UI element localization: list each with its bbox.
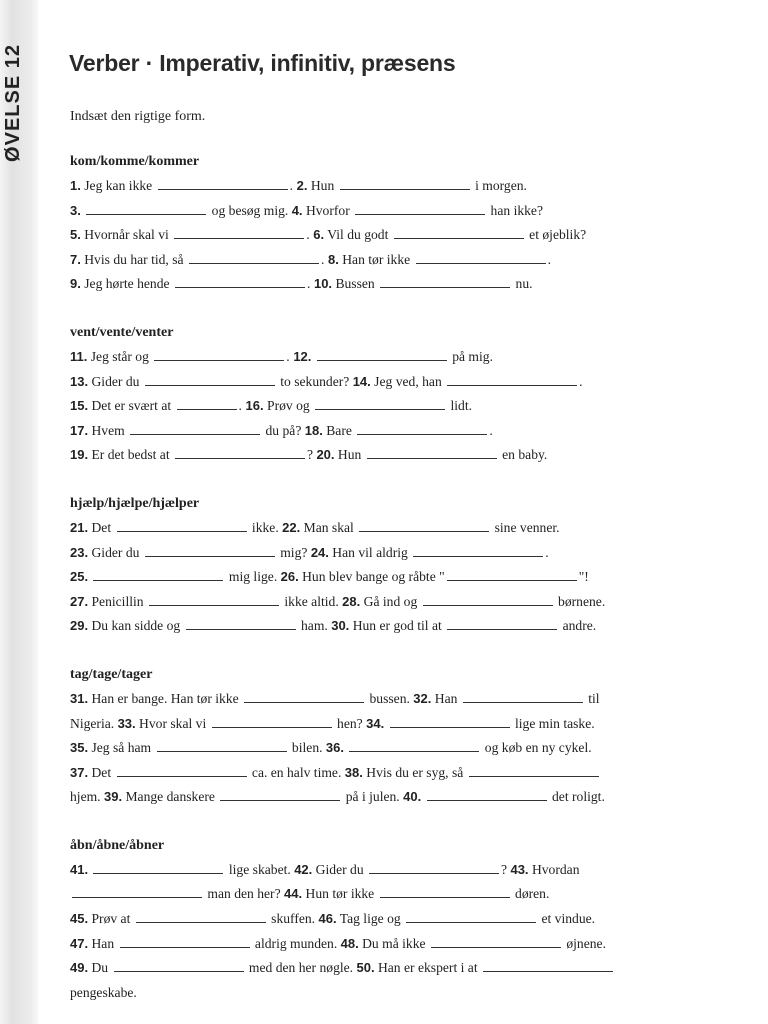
exercise-text: Jeg så ham <box>88 740 155 756</box>
exercise-text: "! <box>578 569 589 585</box>
exercise-text: Prøv og <box>263 398 314 414</box>
exercise-text: døren. <box>511 886 550 902</box>
exercise-text: et vindue. <box>538 911 596 927</box>
section-heading: tag/tage/tager <box>70 666 153 682</box>
exercise-text: Penicillin <box>88 593 147 609</box>
exercise-text: Jeg ved, han <box>370 373 446 389</box>
answer-blank[interactable] <box>469 775 599 777</box>
exercise-section <box>70 150 710 297</box>
exercise-text: . <box>238 398 242 414</box>
exercise-text <box>311 349 314 364</box>
exercise-number: 27. <box>70 593 89 609</box>
exercise-text: Bussen <box>332 276 379 292</box>
exercise-text <box>384 716 387 731</box>
exercise-text: Gider du <box>88 373 143 389</box>
exercise-line <box>70 590 710 615</box>
exercise-text: han ikke? <box>487 202 544 218</box>
exercise-number: 13. <box>70 373 89 389</box>
exercise-text: Det <box>88 519 115 535</box>
exercise-number: 28. <box>342 593 361 609</box>
exercise-text <box>344 740 347 755</box>
exercise-content <box>70 150 710 1005</box>
answer-blank[interactable] <box>145 555 275 557</box>
exercise-text: ca. en halv time. <box>248 764 345 780</box>
page-title: Verber · Imperativ, infinitiv, præsens <box>69 50 456 76</box>
exercise-number: 36. <box>325 740 344 756</box>
exercise-number: 17. <box>70 422 89 438</box>
section-heading: kom/komme/kommer <box>70 154 200 169</box>
exercise-text: Han <box>431 690 461 706</box>
exercise-number: 35. <box>70 740 89 756</box>
exercise-text: Hun er god til at <box>349 618 446 634</box>
exercise-text: lige min taske. <box>511 715 595 731</box>
exercise-text: til <box>584 690 600 706</box>
exercise-line <box>70 565 710 590</box>
exercise-text: Bare <box>322 422 356 438</box>
exercise-text: Man skal <box>300 519 358 535</box>
exercise-number: 25. <box>70 569 89 585</box>
exercise-text: det roligt. <box>548 789 605 805</box>
section-heading: vent/vente/venter <box>70 324 174 340</box>
exercise-number: 16. <box>241 398 264 414</box>
exercise-text: øjnene. <box>562 935 606 951</box>
exercise-number: 26. <box>280 569 299 585</box>
exercise-text: ? <box>501 861 511 877</box>
exercise-number: 44. <box>284 886 303 902</box>
exercise-text: Gider du <box>88 544 143 560</box>
exercise-number: 4. <box>291 202 303 218</box>
exercise-text: lige skabet. <box>225 861 295 877</box>
exercise-text: et øjeblik? <box>525 227 587 243</box>
exercise-text: i morgen. <box>471 178 527 193</box>
answer-blank[interactable] <box>483 970 613 972</box>
answer-blank[interactable] <box>315 408 445 410</box>
exercise-text: Hun <box>307 178 338 193</box>
exercise-number: 19. <box>70 447 89 463</box>
exercise-text: pengeskabe. <box>70 984 137 1000</box>
exercise-text: . <box>306 227 310 243</box>
answer-blank[interactable] <box>369 872 499 874</box>
exercise-text: Han <box>88 935 118 951</box>
answer-blank[interactable] <box>357 433 487 435</box>
exercise-text: Hun tør ikke <box>302 886 378 902</box>
exercise-number: 11. <box>70 348 88 364</box>
exercise-number: 29. <box>70 618 89 634</box>
exercise-line <box>70 199 710 224</box>
exercise-text: . <box>545 544 549 560</box>
exercise-text: ikke. <box>248 519 283 535</box>
exercise-line <box>70 614 710 639</box>
exercise-line <box>70 907 710 932</box>
exercise-number: 31. <box>70 690 89 706</box>
exercise-text: . <box>306 276 311 292</box>
exercise-line <box>70 370 710 395</box>
exercise-line <box>70 272 710 297</box>
exercise-text: man den her? <box>204 886 285 902</box>
answer-blank[interactable] <box>394 237 524 239</box>
exercise-text: ham. <box>297 618 332 634</box>
exercise-number: 40. <box>403 789 422 805</box>
exercise-line <box>70 981 710 1006</box>
exercise-number: 22. <box>282 519 301 535</box>
answer-blank[interactable] <box>380 896 510 898</box>
answer-blank[interactable] <box>93 579 223 581</box>
section-gap <box>70 810 710 834</box>
exercise-number: 34. <box>366 715 385 731</box>
exercise-text: Hvis du er syg, så <box>362 764 467 780</box>
exercise-text: Hun <box>334 447 365 463</box>
exercise-line <box>70 712 710 737</box>
exercise-text: Nigeria. <box>70 715 118 731</box>
section-gap <box>70 639 710 663</box>
exercise-text: Prøv at <box>88 911 134 927</box>
exercise-text: Hun blev bange og råbte " <box>298 569 445 585</box>
exercise-number: 18. <box>304 422 323 438</box>
exercise-line <box>70 687 710 712</box>
answer-blank[interactable] <box>175 457 305 459</box>
exercise-line <box>70 882 710 907</box>
exercise-line <box>70 345 710 370</box>
exercise-number: 32. <box>413 690 432 706</box>
answer-blank[interactable] <box>367 457 497 459</box>
exercise-text: Mange danskere <box>122 789 219 805</box>
section-heading: åbn/åbne/åbner <box>70 837 165 853</box>
answer-blank[interactable] <box>423 604 553 606</box>
answer-blank[interactable] <box>220 799 340 801</box>
exercise-number: 46. <box>318 911 337 927</box>
exercise-number: 45. <box>70 911 89 927</box>
answer-blank[interactable] <box>189 262 319 264</box>
section-gap <box>70 297 710 321</box>
exercise-text: mig lige. <box>225 569 281 585</box>
exercise-number: 30. <box>331 618 350 634</box>
exercise-text: du på? <box>262 422 305 438</box>
exercise-text: Han tør ikke <box>338 251 414 267</box>
exercise-text: aldrig munden. <box>251 935 341 951</box>
answer-blank[interactable] <box>86 213 206 215</box>
exercise-text: Tag lige og <box>336 911 405 927</box>
answer-blank[interactable] <box>117 530 247 532</box>
exercise-line <box>70 419 710 444</box>
exercise-section <box>70 492 710 639</box>
section-heading: hjælp/hjælpe/hjælper <box>70 495 200 511</box>
answer-blank[interactable] <box>212 726 332 728</box>
exercise-text: Hvem <box>88 422 129 438</box>
answer-blank[interactable] <box>93 872 223 874</box>
exercise-text: på mig. <box>448 348 493 364</box>
answer-blank[interactable] <box>380 286 510 288</box>
exercise-text: og køb en ny cykel. <box>481 740 592 756</box>
exercise-number: 8. <box>324 251 339 267</box>
exercise-number: 49. <box>70 960 89 976</box>
exercise-text <box>421 789 424 804</box>
exercise-text: mig? <box>276 544 311 560</box>
exercise-line <box>70 858 710 883</box>
exercise-number: 37. <box>70 764 89 780</box>
exercise-section <box>70 834 710 1006</box>
exercise-text: ikke altid. <box>280 593 343 609</box>
exercise-number: 23. <box>70 544 89 560</box>
exercise-text: en baby. <box>498 447 548 463</box>
exercise-text: skuffen. <box>267 911 319 927</box>
exercise-number: 39. <box>103 789 123 805</box>
exercise-text: . <box>489 422 493 438</box>
exercise-text: med den her nøgle. <box>245 960 357 976</box>
exercise-section <box>70 321 710 468</box>
exercise-number: 42. <box>294 861 313 877</box>
answer-blank[interactable] <box>406 921 536 923</box>
exercise-text: to sekunder? <box>276 373 353 389</box>
exercise-line <box>70 736 710 761</box>
exercise-text: hjem. <box>70 789 104 805</box>
exercise-text: Du må ikke <box>358 935 429 951</box>
answer-blank[interactable] <box>114 970 244 972</box>
exercise-number: 1. <box>70 178 81 193</box>
answer-blank[interactable] <box>244 701 364 703</box>
exercise-text: Han er ekspert i at <box>374 960 482 976</box>
answer-blank[interactable] <box>186 628 296 630</box>
exercise-line <box>70 932 710 957</box>
exercise-number-label: ØVELSE 12 <box>2 44 24 162</box>
exercise-number: 43. <box>510 861 529 877</box>
exercise-line <box>70 541 710 566</box>
exercise-text: Er det bedst at <box>88 447 174 463</box>
exercise-text: ? <box>307 447 317 463</box>
exercise-number: 20. <box>316 447 335 463</box>
exercise-number: 48. <box>340 935 359 951</box>
exercise-number: 21. <box>70 519 89 535</box>
exercise-text: bussen. <box>366 690 414 706</box>
exercise-number: 38. <box>344 764 363 780</box>
exercise-line <box>70 248 710 273</box>
exercise-text: hen? <box>333 715 367 731</box>
answer-blank[interactable] <box>72 896 202 898</box>
exercise-text: Han er bange. Han tør ikke <box>88 690 243 706</box>
exercise-number: 47. <box>70 935 89 951</box>
exercise-number: 50. <box>356 960 375 976</box>
exercise-line <box>70 761 710 786</box>
exercise-number: 33. <box>117 715 136 731</box>
exercise-text: og besøg mig. <box>208 202 292 218</box>
exercise-line <box>70 223 710 248</box>
answer-blank[interactable] <box>120 946 250 948</box>
exercise-text: Jeg hørte hende <box>80 276 173 292</box>
exercise-text: Hvordan <box>528 861 580 877</box>
exercise-line <box>70 394 710 419</box>
answer-blank[interactable] <box>390 726 510 728</box>
exercise-text: . <box>320 251 325 267</box>
exercise-text: sine venner. <box>491 519 560 535</box>
exercise-text: . <box>286 348 290 364</box>
answer-blank[interactable] <box>427 799 547 801</box>
answer-blank[interactable] <box>157 750 287 752</box>
exercise-number: 14. <box>352 373 371 389</box>
exercise-text <box>88 862 91 877</box>
exercise-text: Hvis du har tid, så <box>80 251 187 267</box>
answer-blank[interactable] <box>340 188 470 190</box>
exercise-text: lidt. <box>447 398 473 414</box>
exercise-line <box>70 516 710 541</box>
exercise-text: bilen. <box>288 740 326 756</box>
section-gap <box>70 468 710 492</box>
exercise-line <box>70 174 710 199</box>
exercise-text: Hvornår skal vi <box>80 227 173 243</box>
exercise-text: . <box>579 373 583 389</box>
exercise-line <box>70 785 710 810</box>
answer-blank[interactable] <box>174 237 304 239</box>
exercise-text: . <box>547 251 551 267</box>
answer-blank[interactable] <box>359 530 489 532</box>
exercise-line <box>70 956 710 981</box>
exercise-text: andre. <box>559 618 597 634</box>
answer-blank[interactable] <box>349 750 479 752</box>
exercise-text: Det er svært at <box>88 398 175 414</box>
exercise-text: Hvorfor <box>302 202 354 218</box>
answer-blank[interactable] <box>145 384 275 386</box>
exercise-text: Vil du godt <box>324 227 392 243</box>
exercise-number: 24. <box>310 544 329 560</box>
answer-blank[interactable] <box>447 579 577 581</box>
answer-blank[interactable] <box>158 188 288 190</box>
exercise-text: på i julen. <box>342 789 404 805</box>
exercise-text: Han vil aldrig <box>328 544 412 560</box>
exercise-number: 41. <box>70 861 89 877</box>
answer-blank[interactable] <box>136 921 266 923</box>
exercise-text: Jeg kan ikke <box>80 178 156 193</box>
exercise-text: Gå ind og <box>360 593 421 609</box>
exercise-line <box>70 443 710 468</box>
answer-blank[interactable] <box>413 555 543 557</box>
answer-blank[interactable] <box>447 628 557 630</box>
exercise-text: nu. <box>512 276 533 292</box>
answer-blank[interactable] <box>355 213 485 215</box>
exercise-text: Jeg står og <box>87 348 153 364</box>
answer-blank[interactable] <box>177 408 237 410</box>
exercise-text: børnene. <box>554 593 606 609</box>
exercise-text <box>88 569 91 584</box>
answer-blank[interactable] <box>463 701 583 703</box>
answer-blank[interactable] <box>431 946 561 948</box>
exercise-number: 9. <box>70 276 81 292</box>
answer-blank[interactable] <box>416 262 546 264</box>
answer-blank[interactable] <box>175 286 305 288</box>
exercise-text: Du <box>88 960 112 976</box>
exercise-number: 3. <box>70 202 81 218</box>
exercise-text: Gider du <box>312 861 368 877</box>
exercise-number: 15. <box>70 398 89 414</box>
exercise-number: 12. <box>289 348 312 364</box>
exercise-text: Du kan sidde og <box>88 618 184 634</box>
answer-blank[interactable] <box>317 359 447 361</box>
exercise-number: 6. <box>309 227 325 243</box>
exercise-number: 5. <box>70 227 81 243</box>
exercise-text: Det <box>88 764 115 780</box>
instruction-text: Indsæt den rigtige form. <box>70 109 206 124</box>
exercise-text <box>81 203 84 218</box>
exercise-text: Hvor skal vi <box>135 715 210 731</box>
exercise-text: . <box>289 178 293 193</box>
answer-blank[interactable] <box>447 384 577 386</box>
answer-blank[interactable] <box>117 775 247 777</box>
exercise-number: 10. <box>310 276 333 292</box>
answer-blank[interactable] <box>130 433 260 435</box>
exercise-number: 2. <box>293 178 308 193</box>
answer-blank[interactable] <box>154 359 284 361</box>
exercise-number: 7. <box>70 251 81 267</box>
answer-blank[interactable] <box>149 604 279 606</box>
exercise-section <box>70 663 710 810</box>
